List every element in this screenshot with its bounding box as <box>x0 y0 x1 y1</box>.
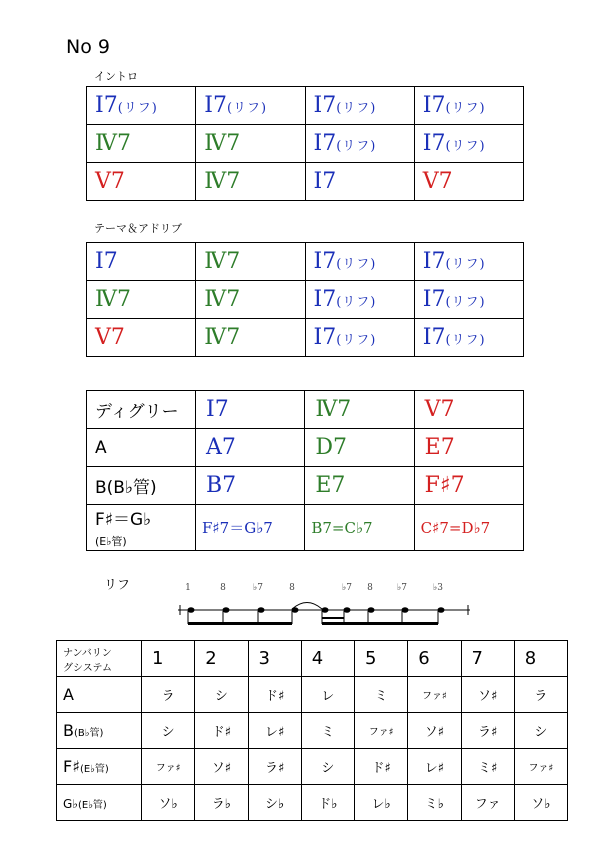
note-name-cell: ミ♯ <box>461 749 514 785</box>
degree-row <box>87 429 524 467</box>
theme-chord-cell <box>196 281 305 319</box>
intro-chord-cell <box>196 125 305 163</box>
note-head <box>322 607 329 613</box>
intro-chord-cell <box>87 125 196 163</box>
chord-symbol: Ⅳ7 <box>204 249 241 274</box>
key-instrument: (E♭管) <box>77 800 107 811</box>
chord-symbol: Ⅰ7 <box>422 287 446 312</box>
chord-symbol: Ⅴ7 <box>95 325 125 350</box>
riff-degree-mark: 8 <box>220 583 226 593</box>
theme-chord-cell <box>305 281 414 319</box>
note-name-cell: ファ♯ <box>355 713 408 749</box>
riff-note: (リフ) <box>445 333 486 348</box>
note-name-cell: ラ♯ <box>248 749 301 785</box>
intro-label: イントロ <box>94 70 138 83</box>
theme-chord-cell <box>414 243 523 281</box>
riff-degree-mark: ♭3 <box>433 583 443 593</box>
beam-1 <box>188 622 292 625</box>
note-head <box>344 607 351 613</box>
key-instrument: (E♭管) <box>79 764 109 775</box>
key-name: A <box>63 685 74 704</box>
numbering-system-table <box>56 640 568 821</box>
riff-note: (リフ) <box>336 139 377 154</box>
key-instrument: (E♭管) <box>95 535 127 548</box>
theme-row <box>87 243 524 281</box>
theme-chord-cell <box>305 319 414 357</box>
key-label <box>87 505 196 551</box>
riff-note: (リフ) <box>117 101 158 116</box>
theme-chord-cell <box>414 281 523 319</box>
note-name-cell: ド♯ <box>355 749 408 785</box>
chord-symbol: Ⅰ7 <box>313 249 337 274</box>
intro-chord-cell <box>196 163 305 201</box>
note-name-cell: レ♯ <box>248 713 301 749</box>
degree-row <box>87 505 524 551</box>
note-name-cell: シ <box>142 713 195 749</box>
chord-name-cell: A7 <box>196 429 305 467</box>
chord-symbol: Ⅳ7 <box>204 131 241 156</box>
riff-note: (リフ) <box>445 139 486 154</box>
numbering-header-label: ナンバリン グシステム <box>57 641 142 677</box>
riff-note: (リフ) <box>445 295 486 310</box>
riff-note: (リフ) <box>336 295 377 310</box>
note-head <box>438 607 445 613</box>
chord-symbol: Ⅰ7 <box>422 93 446 118</box>
degree-header-cell: Ⅳ7 <box>305 391 414 429</box>
note-name-cell: ド♯ <box>248 677 301 713</box>
intro-row <box>87 163 524 201</box>
page-title: No 9 <box>66 36 110 58</box>
note-head <box>188 607 195 613</box>
chord-symbol: Ⅳ7 <box>204 325 241 350</box>
degree-number-cell: 6 <box>408 641 461 677</box>
intro-chord-cell <box>414 163 523 201</box>
note-name-cell: ソ♯ <box>195 749 248 785</box>
chord-symbol: Ⅴ7 <box>95 169 125 194</box>
chord-symbol: Ⅰ7 <box>313 325 337 350</box>
degree-number-cell: 3 <box>248 641 301 677</box>
chord-symbol: Ⅰ7 <box>422 249 446 274</box>
theme-chord-cell <box>87 243 196 281</box>
note-head <box>258 607 265 613</box>
degree-header-row <box>87 391 524 429</box>
note-name-cell: レ♭ <box>355 785 408 821</box>
intro-chord-cell <box>414 125 523 163</box>
beam-2 <box>322 622 438 625</box>
intro-chord-cell <box>305 163 414 201</box>
key-label <box>87 429 196 467</box>
numbering-row <box>57 677 568 713</box>
key-name: B <box>95 478 107 498</box>
note-head <box>368 607 375 613</box>
key-instrument: (B♭管) <box>106 478 157 498</box>
note-name-cell: レ♯ <box>408 749 461 785</box>
note-name-cell: ソ♯ <box>408 713 461 749</box>
numbering-row <box>57 749 568 785</box>
note-name-cell: ミ♭ <box>408 785 461 821</box>
key-name: F♯ <box>63 757 80 776</box>
key-name: A <box>95 437 107 458</box>
intro-chord-cell <box>305 125 414 163</box>
chord-symbol: Ⅰ7 <box>422 325 446 350</box>
chord-name-cell: C♯7=D♭7 <box>414 505 523 551</box>
note-name-cell: ソ♭ <box>142 785 195 821</box>
note-name-cell: シ <box>301 749 354 785</box>
theme-row <box>87 281 524 319</box>
chord-symbol: Ⅳ7 <box>95 287 131 312</box>
key-label <box>57 713 142 749</box>
degree-header-cell: Ⅰ7 <box>196 391 305 429</box>
chord-name-cell: B7=C♭7 <box>305 505 414 551</box>
riff-notation <box>170 572 480 632</box>
degree-number-cell: 4 <box>301 641 354 677</box>
chord-symbol: Ⅴ7 <box>422 169 453 194</box>
note-name-cell: ソ♯ <box>461 677 514 713</box>
intro-chord-cell <box>196 87 305 125</box>
note-name-cell: ラ <box>142 677 195 713</box>
numbering-row <box>57 713 568 749</box>
intro-chord-cell <box>414 87 523 125</box>
note-name-cell: ラ♭ <box>195 785 248 821</box>
intro-row <box>87 87 524 125</box>
chord-symbol: Ⅰ7 <box>204 93 227 118</box>
chord-name-cell: F♯7＝G♭7 <box>196 505 305 551</box>
note-name-cell: レ <box>301 677 354 713</box>
numbering-row <box>57 785 568 821</box>
degree-row <box>87 467 524 505</box>
note-name-cell: シ <box>195 677 248 713</box>
note-name-cell: ファ♯ <box>514 749 567 785</box>
note-name-cell: ソ♭ <box>514 785 567 821</box>
theme-row <box>87 319 524 357</box>
beam-2-sub <box>322 617 344 619</box>
riff-degree-mark: 1 <box>185 583 191 593</box>
degree-table <box>86 390 524 551</box>
note-name-cell: ファ♯ <box>142 749 195 785</box>
intro-chord-cell <box>305 87 414 125</box>
chord-symbol: Ⅰ7 <box>313 169 337 194</box>
riff-note: (リフ) <box>336 101 377 116</box>
degree-number-cell: 5 <box>355 641 408 677</box>
riff-degree-mark: ♭7 <box>253 583 263 593</box>
note-name-cell: シ♭ <box>248 785 301 821</box>
key-instrument: (B♭管) <box>73 728 104 739</box>
theme-chord-cell <box>196 319 305 357</box>
riff-degree-mark: ♭7 <box>397 583 407 593</box>
riff-degree-mark: ♭7 <box>342 583 352 593</box>
theme-chord-cell <box>196 243 305 281</box>
riff-note: (リフ) <box>445 101 486 116</box>
note-head <box>223 607 230 613</box>
note-name-cell: ラ <box>514 677 567 713</box>
note-name-cell: ド♭ <box>301 785 354 821</box>
intro-row <box>87 125 524 163</box>
chord-symbol: Ⅳ7 <box>95 131 131 156</box>
degree-number-cell: 2 <box>195 641 248 677</box>
intro-chord-cell <box>87 87 196 125</box>
chord-name-cell: D7 <box>305 429 414 467</box>
key-label <box>57 785 142 821</box>
degree-header-label: ディグリー <box>87 391 196 429</box>
chord-symbol: Ⅰ7 <box>95 249 118 274</box>
note-name-cell: ミ <box>355 677 408 713</box>
riff-label: リフ <box>104 578 131 593</box>
theme-progression-table <box>86 242 524 357</box>
theme-chord-cell <box>87 281 196 319</box>
degree-number-cell: 8 <box>514 641 567 677</box>
key-label <box>57 749 142 785</box>
chord-name-cell: E7 <box>305 467 414 505</box>
note-name-cell: ファ♯ <box>408 677 461 713</box>
note-head <box>402 607 409 613</box>
key-label <box>87 467 196 505</box>
intro-chord-cell <box>87 163 196 201</box>
numbering-header-row <box>57 641 568 677</box>
intro-progression-table <box>86 86 524 201</box>
key-name: B <box>63 721 74 740</box>
degree-number-cell: 1 <box>142 641 195 677</box>
chord-symbol: Ⅰ7 <box>313 93 337 118</box>
key-name: F♯＝G♭ <box>95 510 152 530</box>
chord-name-cell: F♯7 <box>414 467 523 505</box>
note-name-cell: ラ♯ <box>461 713 514 749</box>
chord-symbol: Ⅳ7 <box>204 287 241 312</box>
chord-name-cell: E7 <box>414 429 523 467</box>
chord-symbol: Ⅰ7 <box>313 287 337 312</box>
riff-note: (リフ) <box>336 257 377 272</box>
key-name: G♭ <box>63 797 78 811</box>
degree-header-cell: Ⅴ7 <box>414 391 523 429</box>
theme-chord-cell <box>87 319 196 357</box>
riff-degree-mark: 8 <box>367 583 373 593</box>
theme-chord-cell <box>305 243 414 281</box>
key-label <box>57 677 142 713</box>
note-name-cell: ファ <box>461 785 514 821</box>
note-name-cell: ド♯ <box>195 713 248 749</box>
chord-symbol: Ⅳ7 <box>204 169 241 194</box>
riff-degree-mark: 8 <box>289 583 295 593</box>
riff-note: (リフ) <box>445 257 486 272</box>
chord-symbol: Ⅰ7 <box>313 131 337 156</box>
theme-chord-cell <box>414 319 523 357</box>
chord-symbol: Ⅰ7 <box>422 131 446 156</box>
chord-symbol: Ⅰ7 <box>95 93 118 118</box>
note-name-cell: シ <box>514 713 567 749</box>
note-name-cell: ミ <box>301 713 354 749</box>
theme-label: テーマ＆アドリブ <box>94 222 182 235</box>
riff-note: (リフ) <box>336 333 377 348</box>
riff-note: (リフ) <box>226 101 268 116</box>
degree-number-cell: 7 <box>461 641 514 677</box>
chord-name-cell: B7 <box>196 467 305 505</box>
